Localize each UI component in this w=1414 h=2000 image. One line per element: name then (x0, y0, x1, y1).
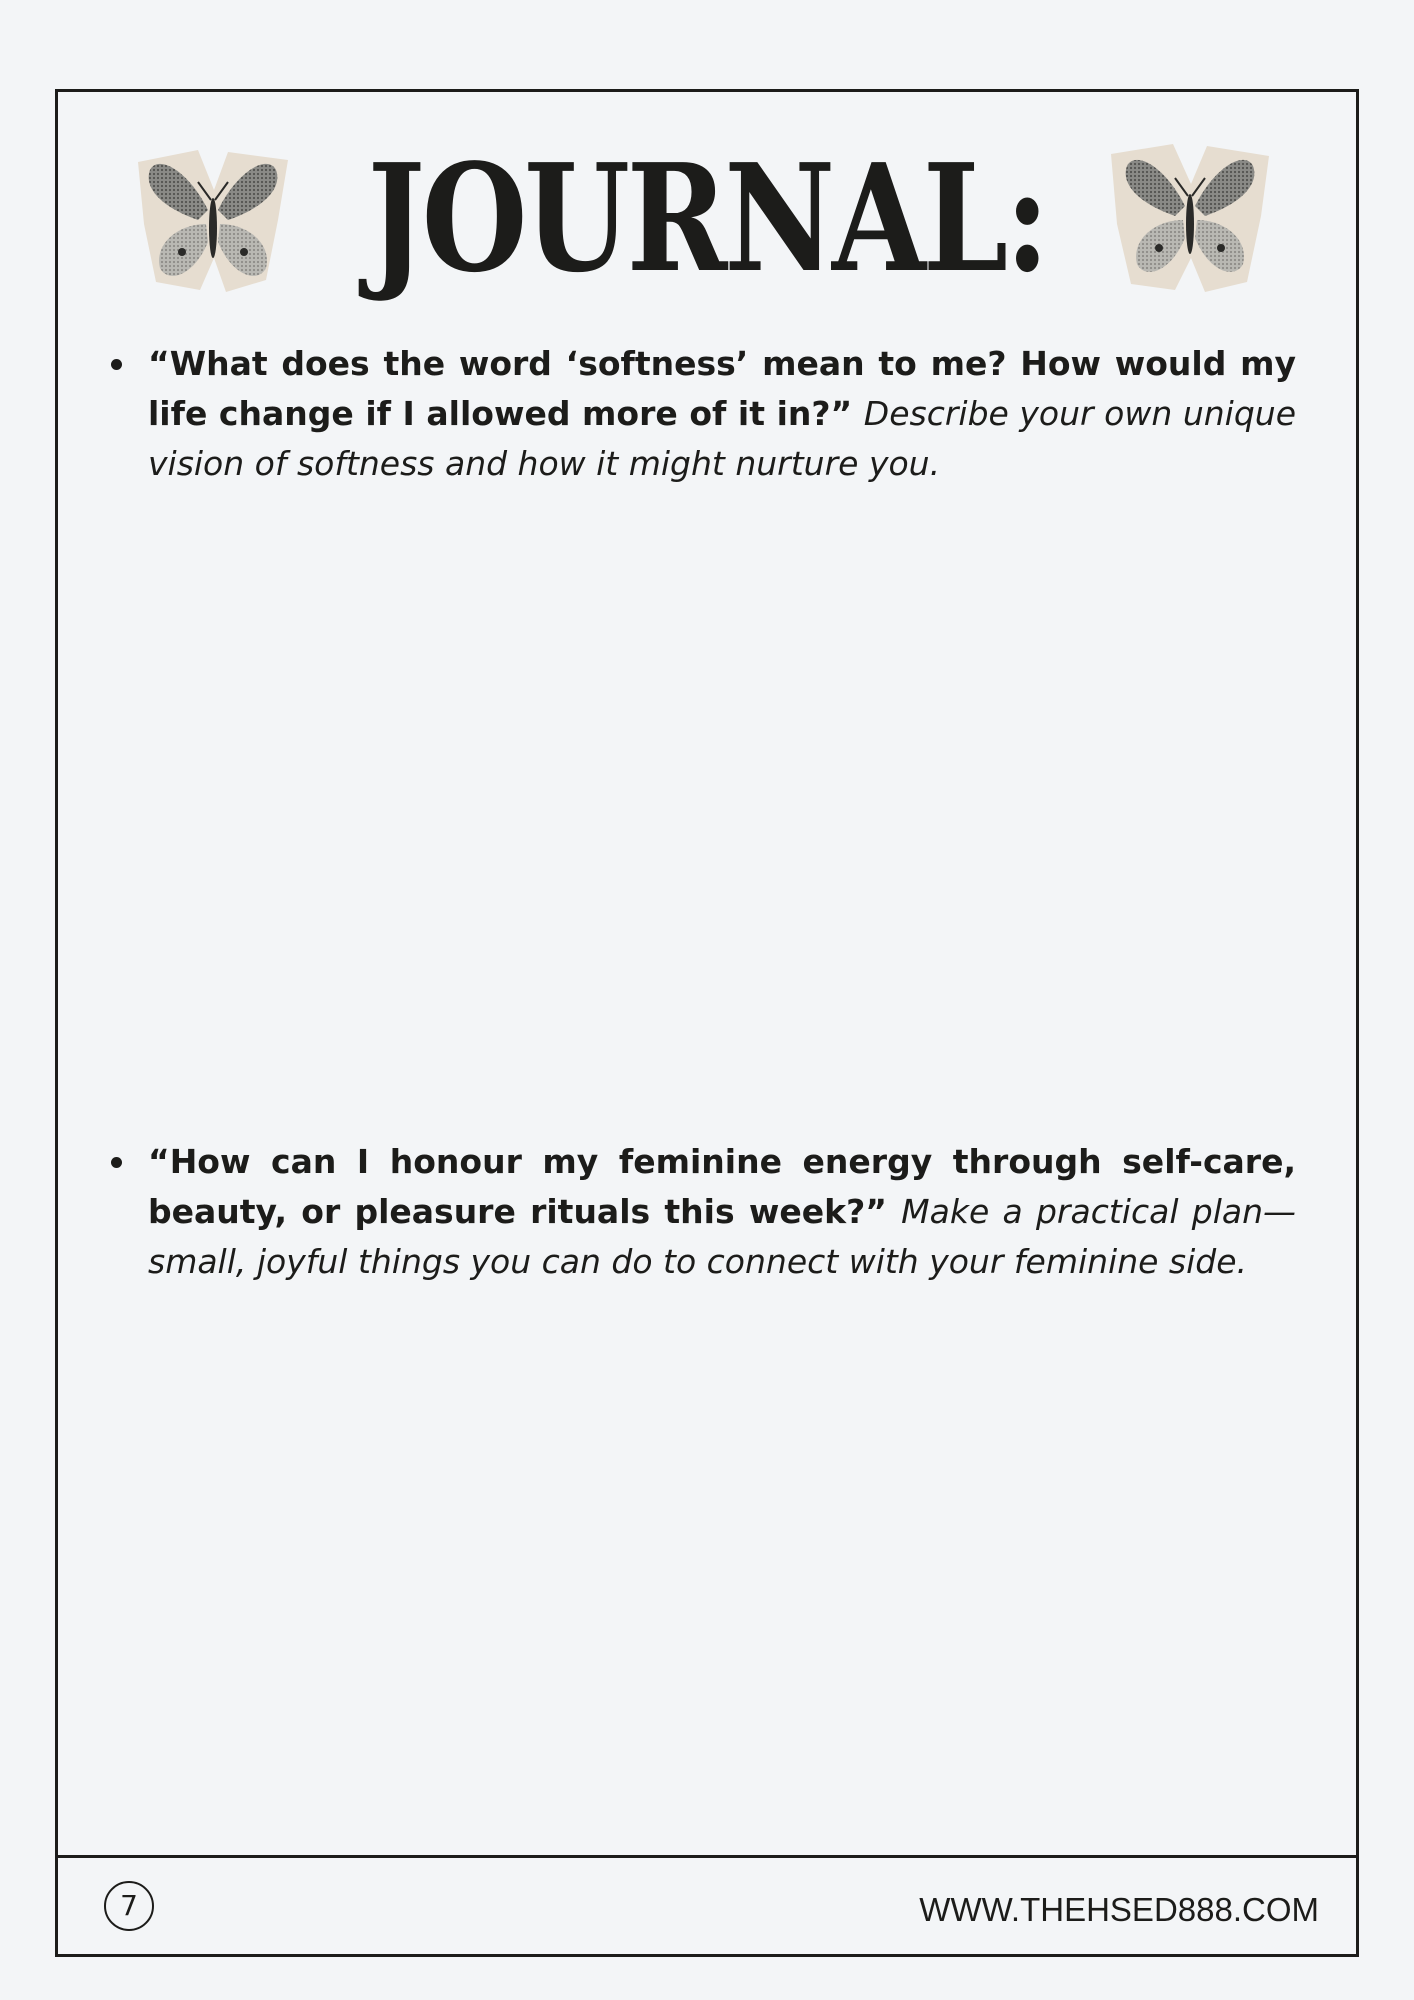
prompt-description: Describe your own unique vision of softness and how it might nurture you. (148, 394, 1296, 483)
prompt-question: “How can I honour my feminine energy through self-care, beauty, or pleasure rituals this week?” (148, 1142, 1296, 1231)
page-title: JOURNAL: (367, 131, 1047, 305)
butterfly-icon (1105, 138, 1275, 298)
footer-divider (55, 1855, 1359, 1858)
butterfly-icon (128, 140, 298, 300)
page-number: 7 (104, 1881, 154, 1931)
journal-prompt (148, 1137, 1296, 1287)
bullet-icon (111, 1157, 122, 1168)
prompt-description: Make a practical plan—small, joyful things you can do to connect with your feminine side. (148, 1192, 1297, 1281)
journal-prompt (148, 339, 1296, 489)
bullet-icon (111, 359, 122, 370)
website-link[interactable]: WWW.THEHSED888.COM (919, 1891, 1319, 1928)
prompt-question: “What does the word ‘softness’ mean to me? How would my life change if I allowed more of it in?” (148, 344, 1296, 433)
